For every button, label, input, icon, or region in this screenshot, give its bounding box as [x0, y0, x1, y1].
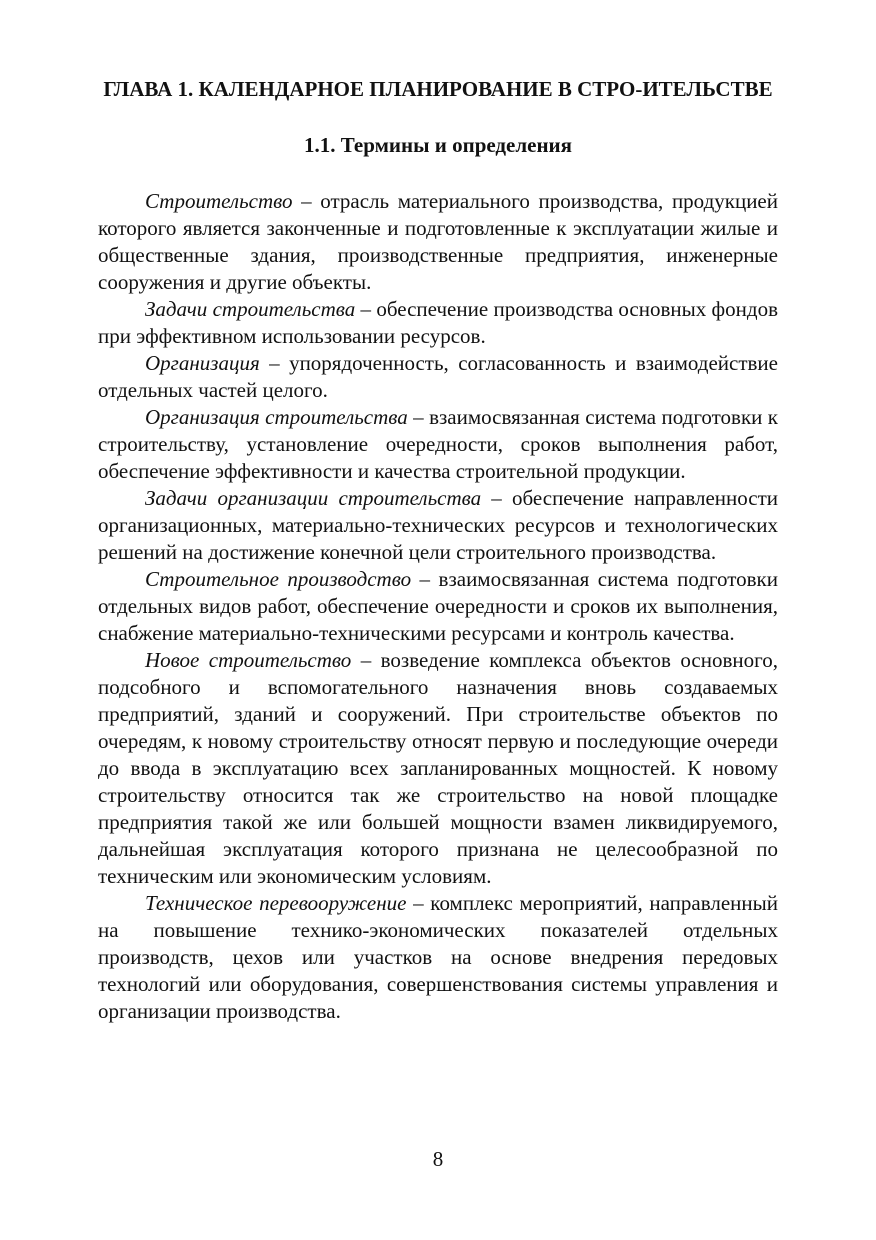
- definition-paragraph: [98, 296, 778, 350]
- page-content: [98, 70, 778, 1025]
- chapter-title: ГЛАВА 1. КАЛЕНДАРНОЕ ПЛАНИРОВАНИЕ В СТРО-ИТЕЛЬСТВЕ: [103, 77, 773, 101]
- definition-text: – взаимосвязанная система подготовки к строительству, установление очередности, сроков выполнения работ, обеспечение эффективности и качества строительной продукции.: [98, 405, 778, 483]
- page-number: 8: [432, 1147, 444, 1171]
- definition-text: – комплекс мероприятий, направленный на повышение технико-экономических показателей отдельных производств, цехов или участков на основе внедрения передовых технологий или оборудования, совершенствования системы управления и организации производства.: [98, 891, 778, 1023]
- definition-paragraph: [98, 566, 778, 647]
- definition-paragraph: [98, 404, 778, 485]
- definition-paragraph: [98, 188, 778, 296]
- definition-paragraph: [98, 890, 778, 1025]
- definition-term: Организация: [145, 351, 260, 375]
- definition-term: Задачи строительства: [145, 297, 356, 321]
- definition-text: – упорядоченность, согласованность и взаимодействие отдельных частей целого.: [98, 351, 778, 402]
- definition-text: – взаимосвязанная система подготовки отдельных видов работ, обеспечение очередности и сроков их выполнения, снабжение материально-техническими ресурсами и контроль качества.: [98, 567, 778, 645]
- definition-term: Новое строительство: [145, 648, 352, 672]
- definition-paragraph: [98, 647, 778, 890]
- definition-term: Строительное производство: [145, 567, 412, 591]
- definition-term: Организация строительства: [145, 405, 408, 429]
- definition-paragraph: [98, 485, 778, 566]
- definition-text: – возведение комплекса объектов основного, подсобного и вспомогательного назначения вновь создаваемых предприятий, зданий и сооружений. При строительстве объектов по очередям, к новому строительству относят первую и последующие очереди до ввода в эксплуатацию всех запланированных мощностей. К новому строительству относится так же строительство на новой площадке предприятия такой же или большей мощности взамен ликвидируемого, дальнейшая эксплуатация которого признана не целесообразной по техническим или экономическим условиям.: [98, 648, 778, 888]
- definition-text: – отрасль материального производства, продукцией которого является законченные и подготовленные к эксплуатации жилые и общественные здания, производственные предприятия, инженерные сооружения и другие объекты.: [98, 189, 778, 294]
- definition-term: Задачи организации строительства: [145, 486, 482, 510]
- section-title: 1.1. Термины и определения: [303, 133, 573, 157]
- definition-paragraph: [98, 350, 778, 404]
- definition-term: Строительство: [145, 189, 293, 213]
- definition-text: – обеспечение направленности организационных, материально-технических ресурсов и технологических решений на достижение конечной цели строительного производства.: [98, 486, 778, 564]
- definition-text: – обеспечение производства основных фондов при эффективном использовании ресурсов.: [98, 297, 778, 348]
- definition-term: Техническое перевооружение: [145, 891, 407, 915]
